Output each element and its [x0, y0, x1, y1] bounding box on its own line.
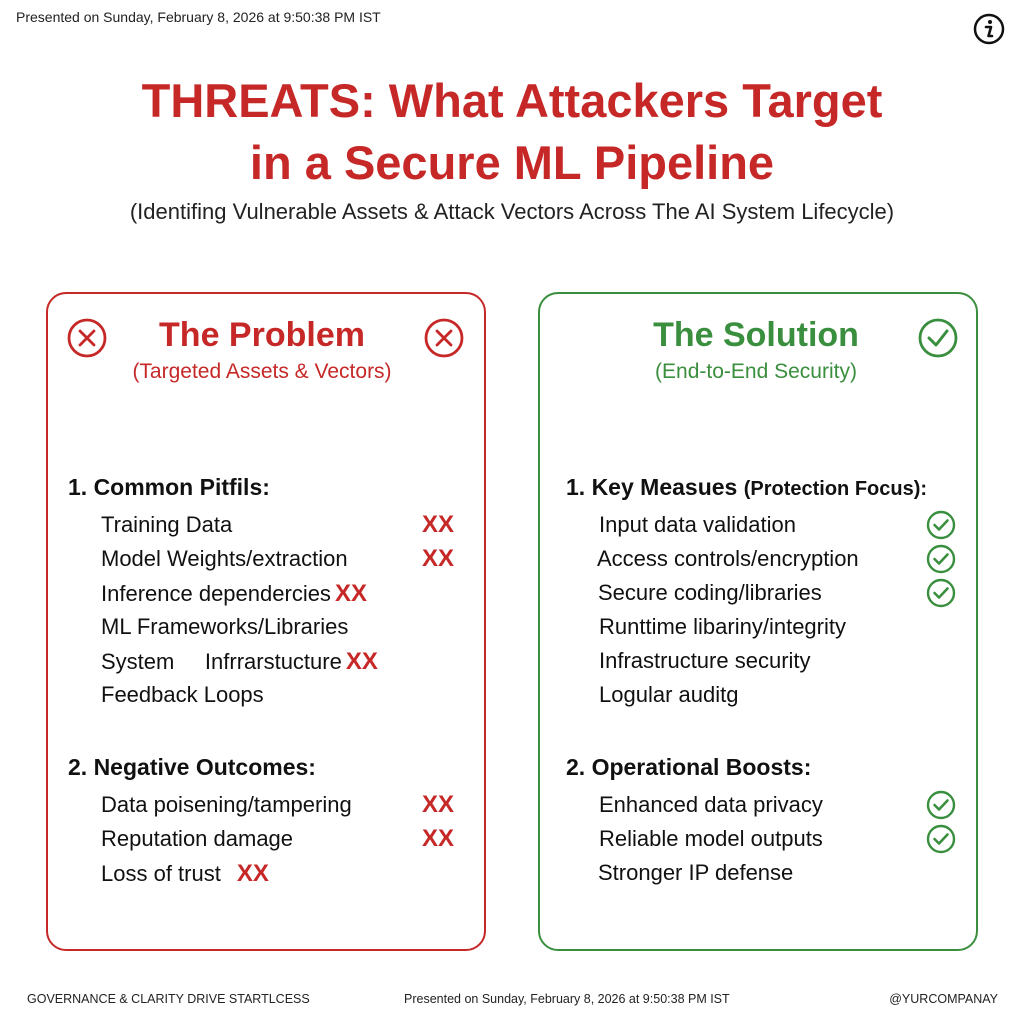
x-mark: XX — [422, 825, 455, 852]
solution-section-2-heading: 2. Operational Boosts: — [566, 754, 812, 780]
footer-tagline: GOVERNANCE & CLARITY DRIVE STARTLCESS — [27, 992, 310, 1006]
x-mark: XX — [422, 791, 455, 818]
list-item: Runttime libariny/integrity — [599, 614, 846, 639]
list-item: Enhanced data privacy — [599, 792, 823, 817]
solution-panel — [538, 292, 978, 951]
list-item: Reputation damage — [101, 826, 294, 851]
check-circle-icon — [926, 824, 956, 854]
list-item: Feedback Loops — [101, 682, 264, 707]
x-mark: XX — [422, 545, 455, 572]
presentation-timestamp: Presented on Sunday, February 8, 2026 at 9:50:38 PM IST — [16, 9, 381, 25]
list-item: ML Frameworks/Libraries — [101, 614, 349, 639]
list-item: Logular auditg — [599, 682, 739, 707]
problem-title: The Problem — [159, 316, 365, 354]
solution-section-1-heading: 1. Key Measues (Protection Focus): — [566, 474, 928, 500]
problem-section-1-heading: 1. Common Pitfils: — [68, 474, 270, 500]
list-item: Loss of trust XX — [101, 860, 269, 887]
x-mark: XX — [345, 648, 378, 675]
list-item: Infrastructure security — [599, 648, 811, 673]
list-item: Data poisening/tampering — [101, 792, 352, 817]
check-circle-icon — [926, 544, 956, 574]
list-item: Access controls/encryption — [597, 546, 859, 571]
list-item: Reliable model outputs — [599, 826, 823, 851]
problem-section-2-heading: 2. Negative Outcomes: — [68, 754, 316, 780]
x-mark: XX — [334, 580, 367, 607]
list-item: System Infrrarstucture XX — [101, 648, 378, 675]
info-icon[interactable] — [973, 13, 1005, 45]
solution-subtitle: (End-to-End Security) — [655, 360, 857, 383]
problem-subtitle: (Targeted Assets & Vectors) — [132, 360, 392, 383]
x-mark: XX — [422, 511, 455, 538]
list-item: Stronger IP defense — [598, 860, 794, 885]
x-mark: XX — [236, 860, 269, 887]
footer-timestamp: Presented on Sunday, February 8, 2026 at 9:50:38 PM IST — [404, 992, 730, 1006]
list-item: Training Data — [101, 512, 233, 537]
check-circle-icon — [926, 510, 956, 540]
solution-title: The Solution — [653, 316, 859, 354]
list-item: Secure coding/libraries — [598, 580, 822, 605]
problem-panel — [46, 292, 486, 951]
check-circle-icon — [926, 790, 956, 820]
list-item: Input data validation — [599, 512, 796, 537]
main-title-line-1: THREATS: What Attackers Target — [141, 74, 883, 127]
list-item: Inference dependercies XX — [101, 580, 367, 607]
footer-handle: @YURCOMPANAY — [889, 992, 998, 1006]
check-circle-icon — [926, 578, 956, 608]
list-item: Model Weights/extraction — [101, 546, 348, 571]
main-title-line-2: in a Secure ML Pipeline — [249, 136, 775, 189]
main-subtitle: (Identifing Vulnerable Assets & Attack Vectors Across The AI System Lifecycle) — [129, 199, 895, 224]
